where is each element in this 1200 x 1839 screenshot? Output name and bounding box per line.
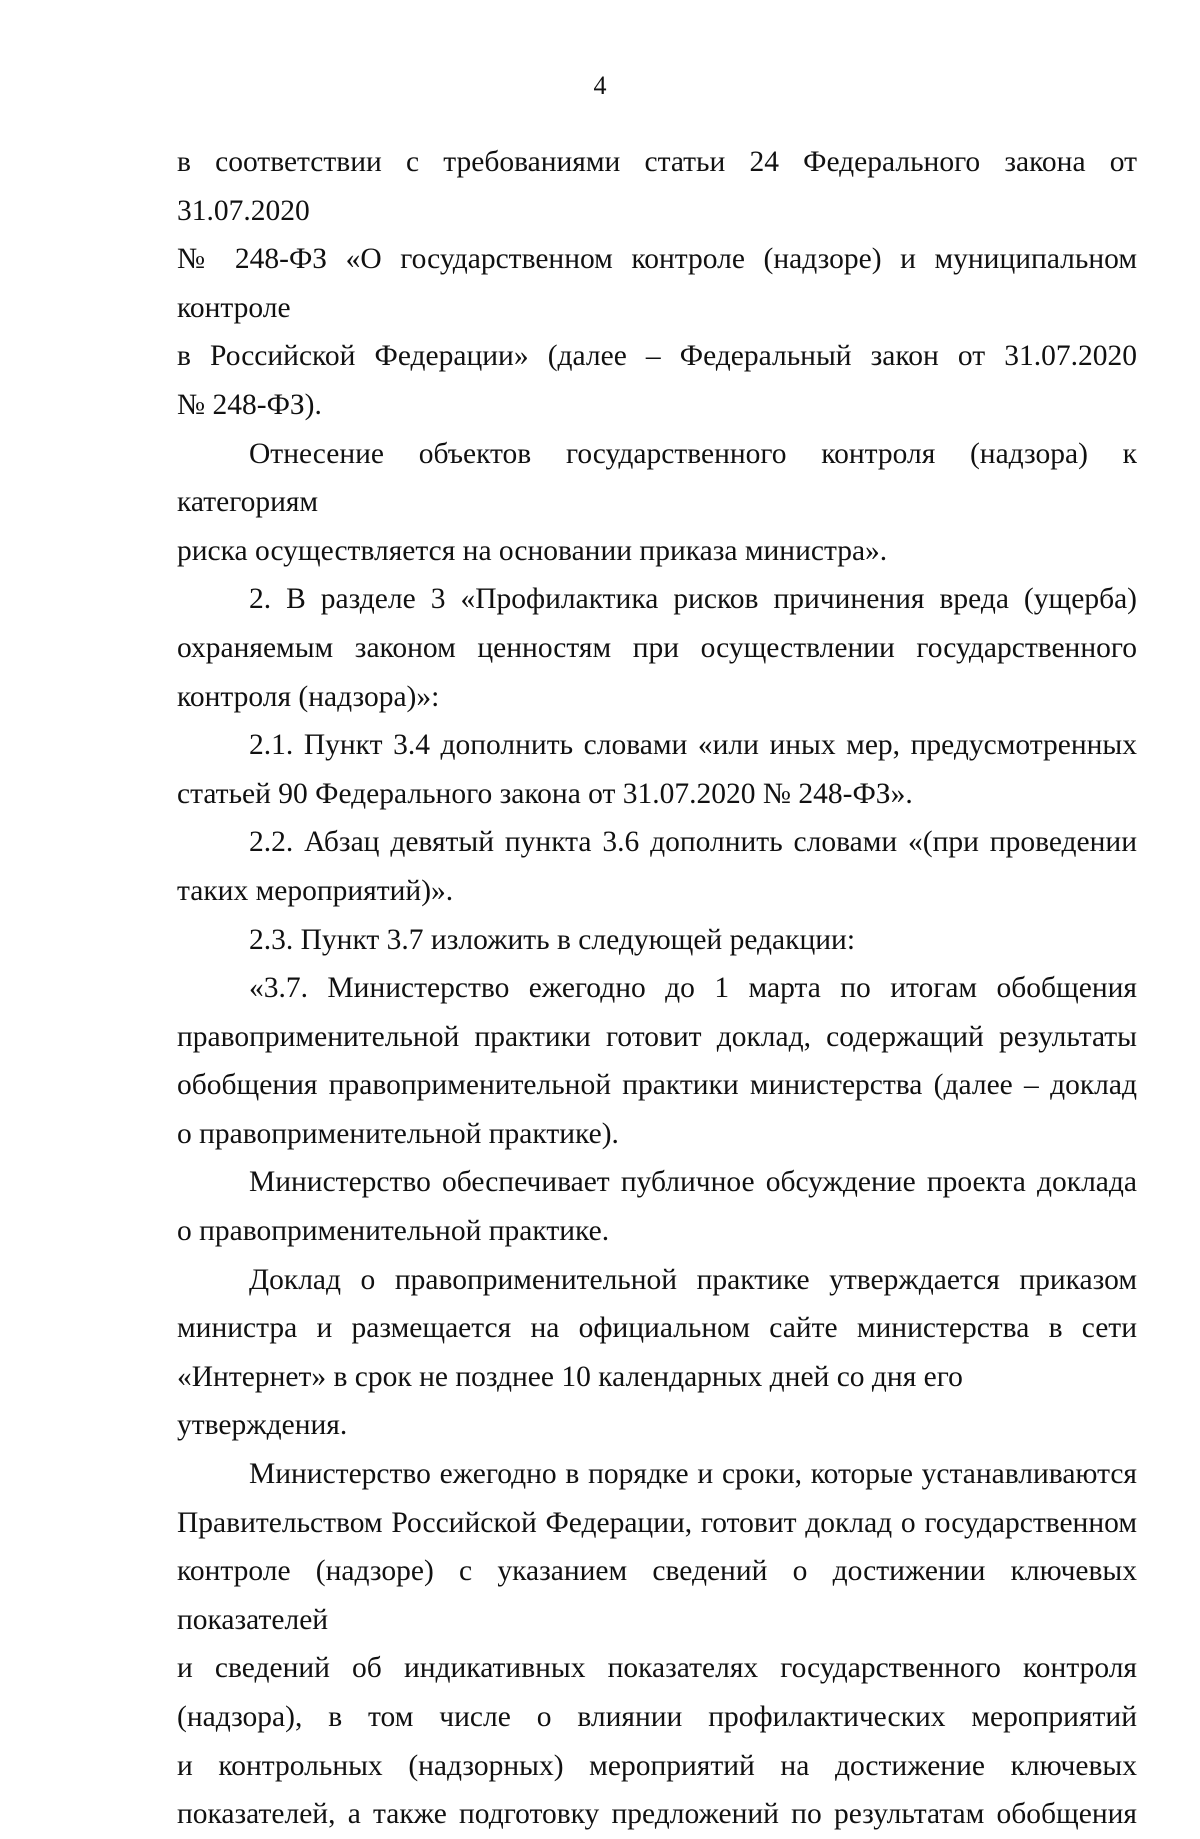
text-line: риска осуществляется на основании приказа министра». xyxy=(177,534,888,567)
text-line: Доклад о правоприменительной практике утверждается приказом xyxy=(249,1263,1137,1296)
paragraph xyxy=(177,721,1137,818)
text-line: № 248-ФЗ). xyxy=(177,388,322,421)
paragraph xyxy=(177,1256,1137,1450)
text-line: 2. В разделе 3 «Профилактика рисков причинения вреда (ущерба) xyxy=(249,583,1137,616)
text-line: (надзора), в том числе о влиянии профилактических мероприятий xyxy=(177,1701,1137,1733)
paragraph xyxy=(177,575,1137,721)
text-line: показателей, а также подготовку предложений по результатам обобщения xyxy=(177,1798,1137,1831)
paragraph xyxy=(177,964,1137,1158)
paragraph xyxy=(177,1158,1137,1255)
text-line: Правительством Российской Федерации, готовит доклад о государственном xyxy=(177,1506,1137,1539)
text-line: и сведений об индикативных показателях государственного контроля xyxy=(177,1652,1137,1685)
text-line: таких мероприятий)». xyxy=(177,874,454,907)
text-line: в соответствии с требованиями статьи 24 Федерального закона от 31.07.2020 xyxy=(177,146,1137,227)
text-line: «3.7. Министерство ежегодно до 1 марта по итогам обобщения xyxy=(249,972,1137,1005)
text-line: о правоприменительной практике). xyxy=(177,1117,619,1150)
text-line: в Российской Федерации» (далее – Федеральный закон от 31.07.2020 xyxy=(177,340,1137,373)
text-line: статьей 90 Федерального закона от 31.07.2020 № 248-ФЗ». xyxy=(177,777,913,810)
text-line: «Интернет» в срок не позднее 10 календарных дней со дня его утверждения. xyxy=(177,1360,963,1442)
text-line: о правоприменительной практике. xyxy=(177,1215,610,1248)
text-line: и контрольных (надзорных) мероприятий на достижение ключевых xyxy=(177,1749,1137,1782)
page-number: 4 xyxy=(593,71,607,100)
paragraph xyxy=(177,818,1137,915)
text-line: Министерство обеспечивает публичное обсуждение проекта доклада xyxy=(249,1166,1137,1199)
text-line: министра и размещается на официальном сайте министерства в сети xyxy=(177,1312,1137,1345)
text-line: обобщения правоприменительной практики министерства (далее – доклад xyxy=(177,1069,1137,1102)
text-line: № 248-ФЗ «О государственном контроле (надзоре) и муниципальном контроле xyxy=(177,243,1137,324)
text-line: контроле (надзоре) с указанием сведений о достижении ключевых показателей xyxy=(177,1555,1137,1636)
text-line: Министерство ежегодно в порядке и сроки, которые устанавливаются xyxy=(249,1458,1137,1491)
text-line: 2.2. Абзац девятый пункта 3.6 дополнить словами «(при проведении xyxy=(249,826,1137,859)
text-line: охраняемым законом ценностям при осуществлении государственного xyxy=(177,631,1137,664)
paragraph xyxy=(177,430,1137,576)
text-line: контроля (надзора)»: xyxy=(177,680,440,713)
text-line: Отнесение объектов государственного контроля (надзора) к категориям xyxy=(177,437,1137,519)
text-line: 2.3. Пункт 3.7 изложить в следующей редакции: xyxy=(249,923,856,956)
document-body xyxy=(177,138,1137,1839)
text-line: 2.1. Пункт 3.4 дополнить словами «или иных мер, предусмотренных xyxy=(249,729,1137,762)
text-line: правоприменительной практики готовит доклад, содержащий результаты xyxy=(177,1020,1137,1053)
paragraph xyxy=(177,916,1137,965)
paragraph xyxy=(177,138,1137,430)
paragraph xyxy=(177,1450,1137,1839)
